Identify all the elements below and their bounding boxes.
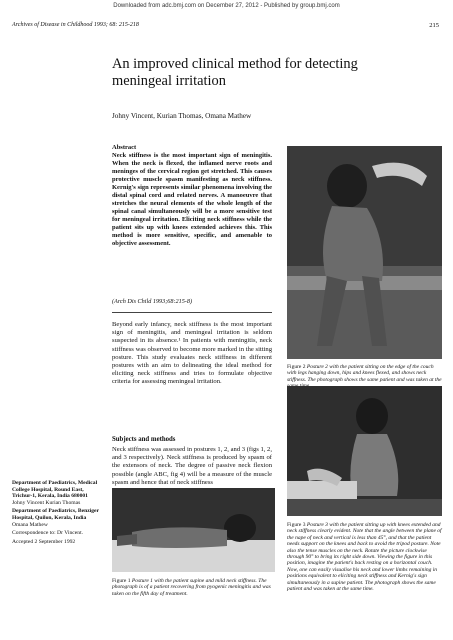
article-title: An improved clinical method for detecting meningeal irritation (112, 56, 358, 89)
affiliations (12, 480, 104, 545)
abstract-heading: Abstract (112, 144, 137, 151)
journal-running-head: Archives of Disease in Childhood 1993; 68: 215-218 (12, 22, 139, 28)
figure-3-photo (287, 386, 442, 516)
article-citation: (Arch Dis Child 1993;68:215-8) (112, 298, 193, 305)
affiliation-dept-2: Department of Paediatrics, Benziger Hospital, Quilon, Kerala, India (12, 508, 99, 521)
article-authors: Johny Vincent, Kurian Thomas, Omana Mathew (112, 112, 252, 120)
figure-3-label: Figure 3 (287, 522, 306, 528)
abstract-text: Neck stiffness is the most important sign of meningitis. When the neck is flexed, the inflamed nerve roots and meninges of the cervical region get stretched. This causes protective muscle spasm manifesting as neck stiffness. Kernig's sign represents similar phenomena involving the distal spinal cord and related nerves. A manoeuvre that stretches the neural elements of the whole length of the spinal canal simultaneously will be a more sensitive test for meningeal irritation. Eliciting neck stiffness while the patient sits up with knees extended achieves this. This method is more sensitive, specific, and amenable to objective assessment. (112, 152, 272, 247)
abstract (112, 144, 272, 248)
figure-2-illustration (287, 146, 442, 359)
methods-paragraph: Neck stiffness was assessed in postures 1, 2, and 3 (figs 1, 2, and 3 respectively). Neck stiffness is produced by spasm of the extensors of neck. The degree of passive neck flexion possible (angle ABC, fig 4) will be a measure of the muscle spasm and hence that of neck stiffness (112, 446, 272, 486)
intro-paragraph: Beyond early infancy, neck stiffness is the most important sign of meningitis, and meningeal irritation is seldom suspected in its absence.¹ In patients with meningitis, neck stiffness was observed to become more marked in the sitting posture. This study evaluates neck stiffness in different postures with an aim to delineating the ideal method for eliciting neck stiffness and tries to formulate objective criteria for assessing meningeal irritation. (112, 321, 272, 386)
figure-3-caption (287, 522, 442, 592)
figure-3-illustration (287, 386, 442, 516)
accepted-date: Accepted 2 September 1992 (12, 538, 76, 545)
figure-1-label: Figure 1 (112, 578, 131, 584)
page-number: 215 (429, 22, 439, 29)
figure-1-text: Posture 1 with the patient supine and mild neck stiffness. The photograph is of a patient recovering from pyogenic meningitis and was taken on the fifth day of treatment. (112, 578, 271, 597)
affiliation-dept-1: Department of Paediatrics, Medical College Hospital, Round East, Trichur-1, Kerala, India 680001 (12, 480, 98, 500)
methods-heading: Subjects and methods (112, 436, 176, 443)
figure-2-photo (287, 146, 442, 359)
figure-1-illustration (112, 488, 275, 572)
correspondence-note: Correspondence to: Dr Vincent. (12, 530, 84, 537)
section-divider (112, 312, 272, 313)
figure-3-text: Posture 3 with the patient sitting up with knees extended and neck stiffness clearly evident. Note that the angle between the plane of the nape of neck and vertical is less than 45°, and that the patient needs support on the knees and back to avoid the tripod posture. Note also the tense muscles on the neck. Rotate the picture clockwise through 90° to bring its right side down. Viewing the figure in this position, imagine the patient's back resting on a horizontal couch. Now, one can easily visualise his neck and lower limbs remaining in positions equivalent to eliciting neck stiffness and Kernig's sign simultaneously in a supine patient. The photograph shows the same patient and was taken at the same time. (287, 522, 442, 593)
download-note: Downloaded from adc.bmj.com on December 27, 2012 - Published by group.bmj.com (113, 3, 340, 9)
figure-2-text: Posture 2 with the patient sitting on the edge of the couch with legs hanging down, hips and knees flexed, and shows neck stiffness. The photograph shows the same patient and was taken at the (287, 364, 442, 383)
figure-1-photo (112, 488, 275, 572)
affiliation-name-1: Johny Vincent Kurian Thomas (12, 499, 81, 506)
affiliation-name-2: Omana Mathew (12, 521, 48, 528)
figure-2-label: Figure 2 (287, 364, 306, 370)
figure-1-caption (112, 578, 275, 597)
